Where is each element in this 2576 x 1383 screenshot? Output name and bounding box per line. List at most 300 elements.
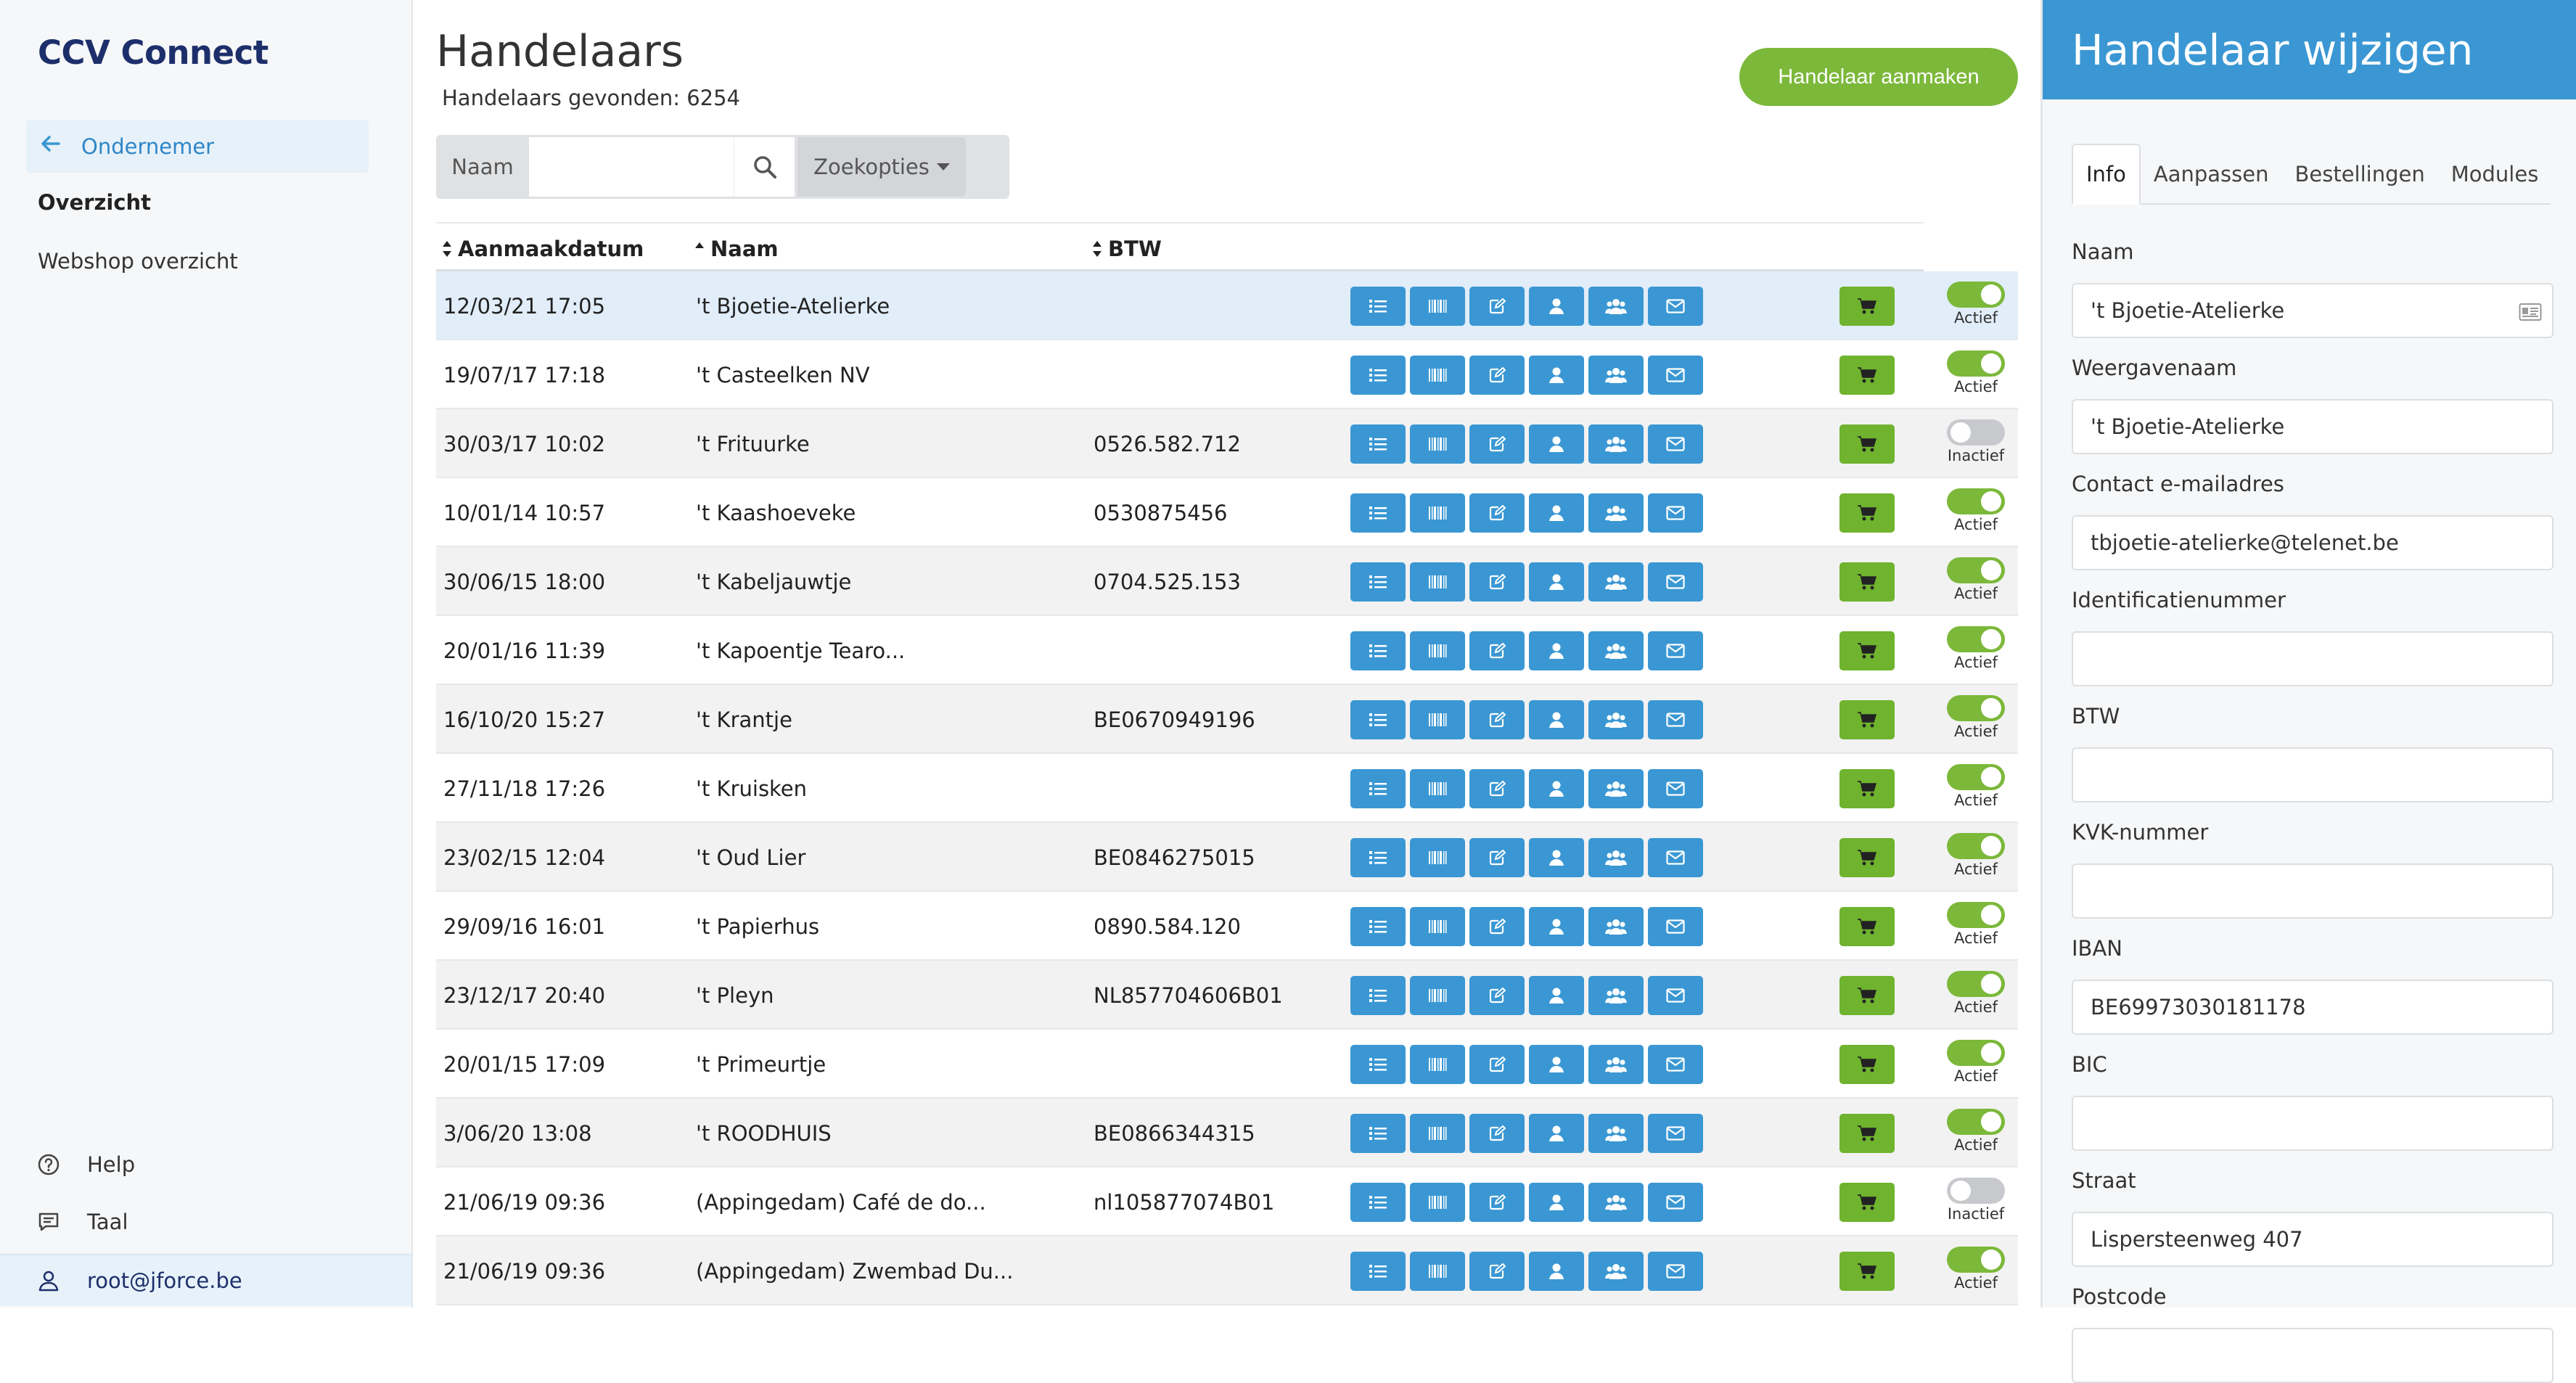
users-button[interactable] [1588,631,1644,670]
toggle-switch[interactable] [1947,1040,2005,1066]
users-button[interactable] [1588,838,1644,877]
panel-title: Handelaar wijzigen [2072,25,2474,75]
toggle-knob [1981,974,2001,994]
user-icon [1549,573,1564,591]
cell-date: 20/01/15 17:09 [443,1051,606,1077]
status-toggle[interactable] [1941,695,2011,740]
user-button[interactable] [1529,1045,1584,1084]
cell-date: 3/06/20 13:08 [443,1120,592,1146]
brand-logo[interactable]: CCV Connect [38,33,268,72]
tab-modules[interactable]: Modules [2450,162,2539,186]
sort-asc-icon [694,240,705,258]
table-row[interactable] [436,961,2018,1030]
toggle-switch[interactable] [1947,695,2005,721]
toggle-knob [1981,905,2001,925]
edit-button[interactable] [1469,976,1525,1015]
list-button[interactable] [1350,356,1406,395]
user-icon [1549,849,1564,866]
column-aanmaakdatum[interactable] [442,237,644,261]
user-button[interactable] [1529,1114,1584,1153]
field-label: Naam [2072,239,2134,264]
mail-icon [1666,368,1685,382]
row-actions [1350,356,1707,395]
list-icon [1369,712,1387,728]
cell-date: 21/06/19 09:36 [443,1258,606,1284]
toggle-switch[interactable] [1947,626,2005,652]
status-toggle[interactable] [1941,282,2011,327]
edit-icon [1488,987,1506,1004]
table-row[interactable] [436,1236,2018,1305]
search-input[interactable] [529,137,734,197]
mail-button[interactable] [1648,631,1703,670]
cart-icon [1857,642,1877,660]
list-button[interactable] [1350,1252,1406,1291]
row-actions [1350,562,1707,602]
field-input[interactable] [2072,1212,2554,1267]
user-button[interactable] [1529,700,1584,739]
orders-button[interactable] [1839,1183,1895,1222]
row-actions [1350,631,1707,670]
cart-icon [1857,780,1877,797]
back-to-ondernemer[interactable] [26,120,369,173]
language-link[interactable] [0,1196,411,1248]
list-icon [1369,298,1387,314]
status-toggle[interactable] [1941,1247,2011,1292]
status-toggle[interactable] [1941,419,2011,464]
status-toggle[interactable] [1941,557,2011,602]
cell-btw: nl105877074B01 [1094,1189,1275,1215]
barcode-icon [1428,1125,1447,1141]
user-email: root@jforce.be [87,1268,242,1293]
orders-button[interactable] [1839,631,1895,670]
mail-button[interactable] [1648,287,1703,326]
user-button[interactable] [1529,287,1584,326]
barcode-button[interactable] [1410,287,1465,326]
users-icon [1605,573,1627,591]
cell-btw: 0530875456 [1094,500,1228,525]
row-actions [1350,769,1707,808]
users-button[interactable] [1588,424,1644,464]
barcode-button[interactable] [1410,562,1465,602]
create-merchant-button[interactable]: Handelaar aanmaken [1739,48,2018,106]
edit-icon [1488,435,1506,453]
edit-button[interactable] [1469,562,1525,602]
list-button[interactable] [1350,700,1406,739]
column-naam[interactable] [694,237,779,261]
table-row[interactable] [436,478,2018,547]
field-input[interactable] [2072,1096,2554,1151]
sort-both-icon [442,240,452,258]
field-label: BIC [2072,1052,2107,1077]
edit-button[interactable] [1469,1183,1525,1222]
field-input[interactable] [2072,399,2554,454]
status-toggle[interactable] [1941,971,2011,1016]
cell-btw: NL857704606B01 [1094,982,1283,1008]
barcode-button[interactable] [1410,700,1465,739]
orders-button[interactable] [1839,1114,1895,1153]
user-icon [1549,987,1564,1004]
orders-button[interactable] [1839,976,1895,1015]
edit-icon [1488,918,1506,935]
barcode-button[interactable] [1410,1252,1465,1291]
edit-button[interactable] [1469,1045,1525,1084]
cart-icon [1857,1263,1877,1280]
toggle-switch[interactable] [1947,902,2005,928]
user-button[interactable] [1529,424,1584,464]
table-row[interactable] [436,685,2018,754]
list-button[interactable] [1350,287,1406,326]
orders-button[interactable] [1839,287,1895,326]
merchants-table [436,222,2018,1305]
table-row[interactable] [436,1167,2018,1236]
field-value: tbjoetie-atelierke@telenet.be [2091,530,2399,555]
toggle-knob [1981,767,2001,787]
table-row[interactable] [436,271,2018,340]
help-circle-icon [36,1152,61,1177]
toggle-switch[interactable] [1947,282,2005,308]
users-icon [1605,504,1627,522]
sidebar-item-webshop-overzicht[interactable]: Webshop overzicht [38,249,238,274]
mail-icon [1666,1264,1685,1279]
cell-date: 23/12/17 20:40 [443,982,606,1008]
search-button[interactable] [734,137,795,197]
edit-button[interactable] [1469,631,1525,670]
users-icon [1605,987,1627,1004]
orders-button[interactable] [1839,907,1895,946]
toggle-switch[interactable] [1947,764,2005,790]
field-label: Straat [2072,1168,2136,1193]
user-icon [1549,1056,1564,1073]
users-icon [1605,918,1627,935]
status-toggle[interactable] [1941,764,2011,809]
user-button[interactable] [1529,1183,1584,1222]
user-button[interactable] [1529,562,1584,602]
search-icon [752,155,777,179]
barcode-button[interactable] [1410,1114,1465,1153]
cell-date: 27/11/18 17:26 [443,776,606,801]
users-button[interactable] [1588,907,1644,946]
cell-name: 't Papierhus [696,914,820,939]
mail-button[interactable] [1648,838,1703,877]
field-input[interactable] [2072,1328,2554,1383]
column-btw[interactable] [1092,237,1162,261]
toggle-switch[interactable] [1947,488,2005,514]
field-input[interactable] [2072,283,2554,338]
list-button[interactable] [1350,769,1406,808]
edit-icon [1488,1056,1506,1073]
row-actions [1350,1183,1707,1222]
users-button[interactable] [1588,356,1644,395]
barcode-button[interactable] [1410,769,1465,808]
cell-name: 't Kapoentje Tearo... [696,638,906,663]
edit-icon [1488,366,1506,384]
barcode-icon [1428,919,1447,935]
barcode-icon [1428,1263,1447,1279]
search-options-dropdown[interactable] [797,137,966,197]
toggle-switch[interactable] [1947,833,2005,859]
cell-date: 20/01/16 11:39 [443,638,606,663]
orders-button[interactable] [1839,493,1895,533]
barcode-icon [1428,781,1447,797]
edit-button[interactable] [1469,838,1525,877]
page-title: Handelaars [436,26,684,77]
cell-btw: 0704.525.153 [1094,569,1241,594]
mail-button[interactable] [1648,1114,1703,1153]
mail-button[interactable] [1648,700,1703,739]
mail-button[interactable] [1648,562,1703,602]
cell-name: 't Pleyn [696,982,774,1008]
table-row[interactable] [436,547,2018,616]
user-icon [1549,504,1564,522]
field-input[interactable] [2072,631,2554,686]
field-input[interactable] [2072,747,2554,803]
row-actions [1350,838,1707,877]
list-icon [1369,1263,1387,1279]
list-icon [1369,1194,1387,1210]
barcode-button[interactable] [1410,838,1465,877]
status-toggle[interactable] [1941,350,2011,395]
list-button[interactable] [1350,907,1406,946]
user-button[interactable] [1529,356,1584,395]
list-button[interactable] [1350,838,1406,877]
tab-aanpassen[interactable]: Aanpassen [2153,162,2269,186]
edit-button[interactable] [1469,769,1525,808]
mail-button[interactable] [1648,769,1703,808]
cart-icon [1857,987,1877,1004]
user-button[interactable] [1529,838,1584,877]
mail-button[interactable] [1648,907,1703,946]
cell-name: 't Bjoetie-Atelierke [696,293,890,319]
status-label: Actief [1954,792,1998,809]
users-button[interactable] [1588,1045,1644,1084]
cell-date: 12/03/21 17:05 [443,293,606,319]
column-label: BTW [1108,237,1162,261]
user-account[interactable] [0,1254,411,1306]
list-icon [1369,574,1387,590]
field-value: 't Bjoetie-Atelierke [2091,298,2285,323]
barcode-icon [1428,298,1447,314]
list-icon [1369,367,1387,383]
toggle-knob [1951,1181,1971,1201]
mail-button[interactable] [1648,424,1703,464]
caret-down-icon [937,163,950,171]
list-button[interactable] [1350,562,1406,602]
user-icon [1549,366,1564,384]
table-row[interactable] [436,340,2018,409]
table-row[interactable] [436,409,2018,478]
cell-date: 30/03/17 10:02 [443,431,606,456]
orders-button[interactable] [1839,1045,1895,1084]
edit-button[interactable] [1469,1252,1525,1291]
toggle-knob [1981,836,2001,856]
barcode-button[interactable] [1410,631,1465,670]
user-icon [1549,297,1564,315]
cell-name: 't Oud Lier [696,845,806,870]
field-value: BE69973030181178 [2091,995,2306,1019]
user-button[interactable] [1529,1252,1584,1291]
chat-icon [36,1210,61,1234]
list-button[interactable] [1350,1045,1406,1084]
users-button[interactable] [1588,700,1644,739]
cell-name: 't ROODHUIS [696,1120,832,1146]
mail-icon [1666,1057,1685,1072]
mail-button[interactable] [1648,1252,1703,1291]
edit-icon [1488,780,1506,797]
cart-icon [1857,918,1877,935]
list-button[interactable] [1350,424,1406,464]
edit-button[interactable] [1469,493,1525,533]
user-icon [1549,1194,1564,1211]
toggle-switch[interactable] [1947,350,2005,377]
edit-icon [1488,504,1506,522]
mail-button[interactable] [1648,976,1703,1015]
toggle-knob [1981,1043,2001,1063]
list-button[interactable] [1350,1183,1406,1222]
status-toggle[interactable] [1941,1109,2011,1154]
status-toggle[interactable] [1941,1178,2011,1223]
status-toggle[interactable] [1941,1040,2011,1085]
users-button[interactable] [1588,769,1644,808]
edit-icon [1488,711,1506,729]
orders-button[interactable] [1839,356,1895,395]
orders-button[interactable] [1839,424,1895,464]
tab-bestellingen[interactable]: Bestellingen [2294,162,2425,186]
cell-btw: 0890.584.120 [1094,914,1241,939]
status-toggle[interactable] [1941,488,2011,533]
barcode-button[interactable] [1410,907,1465,946]
user-button[interactable] [1529,493,1584,533]
edit-button[interactable] [1469,287,1525,326]
field-value: Lispersteenweg 407 [2091,1227,2303,1252]
toggle-knob [1981,698,2001,718]
barcode-button[interactable] [1410,976,1465,1015]
orders-button[interactable] [1839,1252,1895,1291]
cell-name: 't Casteelken NV [696,362,870,387]
edit-button[interactable] [1469,424,1525,464]
barcode-button[interactable] [1410,424,1465,464]
field-input[interactable] [2072,980,2554,1035]
edit-button[interactable] [1469,356,1525,395]
table-row[interactable] [436,616,2018,685]
barcode-button[interactable] [1410,1183,1465,1222]
toggle-knob [1981,1249,2001,1270]
mail-icon [1666,644,1685,658]
help-link[interactable] [0,1138,411,1191]
mail-button[interactable] [1648,356,1703,395]
table-row[interactable] [436,754,2018,823]
users-button[interactable] [1588,1183,1644,1222]
table-row[interactable] [436,892,2018,961]
user-button[interactable] [1529,631,1584,670]
edit-button[interactable] [1469,907,1525,946]
list-button[interactable] [1350,493,1406,533]
orders-button[interactable] [1839,700,1895,739]
status-label: Actief [1954,309,1998,327]
mail-icon [1666,1126,1685,1141]
cart-icon [1857,297,1877,315]
tab-info[interactable]: Info [2072,144,2141,205]
mail-icon [1666,437,1685,451]
users-button[interactable] [1588,1252,1644,1291]
users-button[interactable] [1588,493,1644,533]
status-toggle[interactable] [1941,902,2011,947]
users-button[interactable] [1588,287,1644,326]
sidebar-item-overzicht[interactable]: Overzicht [38,190,152,215]
results-count: Handelaars gevonden: 6254 [442,86,741,110]
toggle-switch[interactable] [1947,1178,2005,1204]
user-icon [1549,918,1564,935]
field-input[interactable] [2072,863,2554,919]
status-label: Inactief [1947,1205,2005,1223]
users-icon [1605,1125,1627,1142]
toggle-switch[interactable] [1947,419,2005,446]
user-button[interactable] [1529,907,1584,946]
status-toggle[interactable] [1941,626,2011,671]
table-header [436,222,1924,271]
users-button[interactable] [1588,1114,1644,1153]
table-row[interactable] [436,1030,2018,1099]
edit-button[interactable] [1469,700,1525,739]
barcode-button[interactable] [1410,493,1465,533]
row-actions [1350,1114,1707,1153]
toggle-switch[interactable] [1947,971,2005,997]
field-input[interactable] [2072,515,2554,570]
toggle-switch[interactable] [1947,1247,2005,1273]
toggle-switch[interactable] [1947,557,2005,583]
mail-button[interactable] [1648,1183,1703,1222]
cell-btw: BE0670949196 [1094,707,1255,732]
list-button[interactable] [1350,976,1406,1015]
users-button[interactable] [1588,562,1644,602]
edit-button[interactable] [1469,1114,1525,1153]
arrow-left-icon [36,132,65,161]
list-button[interactable] [1350,631,1406,670]
cart-icon [1857,1056,1877,1073]
cell-name: (Appingedam) Café de do... [696,1189,986,1215]
status-label: Actief [1954,654,1998,671]
barcode-button[interactable] [1410,1045,1465,1084]
row-actions [1350,907,1707,946]
row-actions [1350,493,1707,533]
users-button[interactable] [1588,976,1644,1015]
edit-icon [1488,642,1506,660]
table-row[interactable] [436,823,2018,892]
back-label: Ondernemer [81,134,215,159]
user-icon [1549,780,1564,797]
sidebar [0,0,413,1308]
status-label: Actief [1954,861,1998,878]
main-content [413,0,2040,1308]
mail-button[interactable] [1648,493,1703,533]
orders-button[interactable] [1839,769,1895,808]
mail-button[interactable] [1648,1045,1703,1084]
mail-icon [1666,850,1685,865]
toggle-switch[interactable] [1947,1109,2005,1135]
user-button[interactable] [1529,976,1584,1015]
status-label: Inactief [1947,447,2005,464]
status-label: Actief [1954,929,1998,947]
status-label: Actief [1954,998,1998,1016]
status-toggle[interactable] [1941,833,2011,878]
list-button[interactable] [1350,1114,1406,1153]
orders-button[interactable] [1839,562,1895,602]
table-row[interactable] [436,1099,2018,1167]
sort-both-icon [1092,240,1102,258]
barcode-button[interactable] [1410,356,1465,395]
barcode-icon [1428,643,1447,659]
orders-button[interactable] [1839,838,1895,877]
user-button[interactable] [1529,769,1584,808]
